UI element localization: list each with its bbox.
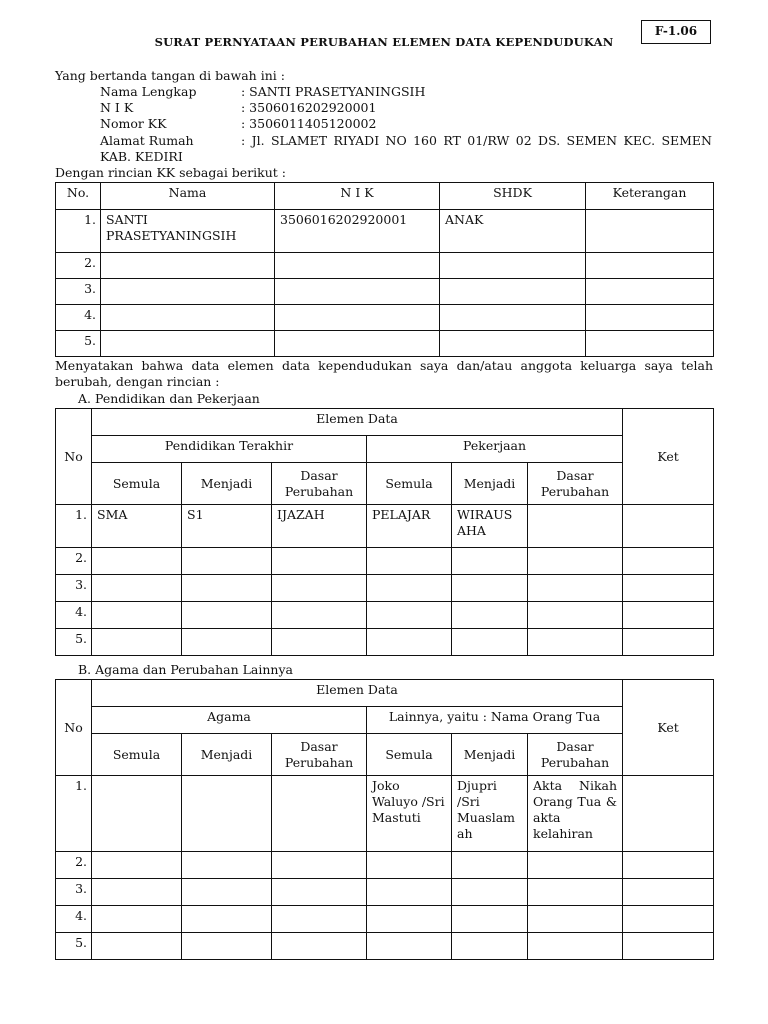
kk-cell-no: 1. [56,210,101,253]
section-a-table [55,408,714,656]
section-a-header-menjadi: Menjadi [182,463,272,505]
section-a-header-ket: Ket [623,409,714,505]
a-cell-ket [623,602,714,629]
kk-cell-nama [101,331,275,357]
b-cell-lain-menjadi [452,879,528,906]
kk-header-nama: Nama [101,183,275,210]
kk-cell-nama [101,279,275,305]
b-cell-agama-menjadi [182,852,272,879]
kk-cell-shdk [440,331,586,357]
a-cell-pend-menjadi [182,575,272,602]
a-cell-pend-dasar [272,602,367,629]
kk-cell-nik [275,279,440,305]
b-cell-no: 1. [56,776,92,852]
a-cell-kerja-dasar [528,629,623,656]
kk-cell-ket [586,331,714,357]
b-cell-lain-menjadi [452,906,528,933]
section-b-header-elemen: Elemen Data [92,680,623,707]
kk-cell-nama [101,253,275,279]
section-b-header-lainnya: Lainnya, yaitu : Nama Orang Tua [367,707,623,734]
b-cell-no: 3. [56,879,92,906]
b-cell-no: 4. [56,906,92,933]
b-cell-ket [623,906,714,933]
a-cell-kerja-semula: PELAJAR [367,505,452,548]
a-cell-kerja-semula [367,548,452,575]
a-cell-pend-dasar [272,548,367,575]
a-cell-no: 5. [56,629,92,656]
kk-cell-no: 5. [56,331,101,357]
b-cell-lain-menjadi [452,933,528,960]
alamat-label: Alamat Rumah [100,133,194,148]
kk-cell-nik [275,253,440,279]
b-cell-lain-dasar [528,879,623,906]
a-cell-ket [623,505,714,548]
section-a-header-pekerjaan: Pekerjaan [367,436,623,463]
a-cell-pend-semula [92,548,182,575]
section-a-header-semula: Semula [367,463,452,505]
section-b-table [55,679,714,960]
section-b-header-menjadi: Menjadi [452,734,528,776]
table-row [56,629,714,656]
intro-text: Yang bertanda tangan di bawah ini : [55,68,285,83]
kk-cell-shdk [440,279,586,305]
a-cell-ket [623,548,714,575]
b-cell-agama-dasar [272,852,367,879]
b-cell-lain-menjadi [452,852,528,879]
section-b-header-menjadi: Menjadi [182,734,272,776]
a-cell-kerja-dasar [528,602,623,629]
b-cell-lain-menjadi: Djupri /Sri Muaslam ah [452,776,528,852]
b-cell-no: 2. [56,852,92,879]
kk-cell-nama [101,305,275,331]
a-cell-pend-semula [92,602,182,629]
a-cell-kerja-menjadi [452,629,528,656]
kk-cell-no: 4. [56,305,101,331]
nama-value: : SANTI PRASETYANINGSIH [241,84,426,99]
a-cell-kerja-semula [367,602,452,629]
b-cell-agama-semula [92,852,182,879]
b-cell-agama-semula [92,879,182,906]
table-row [56,279,714,305]
table-row [56,505,714,548]
a-cell-kerja-semula [367,629,452,656]
section-b-header-dasar: Dasar Perubahan [272,734,367,776]
a-cell-kerja-semula [367,575,452,602]
section-a-header-pendidikan: Pendidikan Terakhir [92,436,367,463]
section-a-header-semula: Semula [92,463,182,505]
section-b-header-ket: Ket [623,680,714,776]
b-cell-lain-semula [367,852,452,879]
table-row [56,776,714,852]
kk-cell-nik [275,331,440,357]
b-cell-ket [623,879,714,906]
a-cell-kerja-menjadi: WIRAUS AHA [452,505,528,548]
kk-table-header [56,183,714,210]
section-b-header-agama: Agama [92,707,367,734]
b-cell-agama-menjadi [182,933,272,960]
a-cell-pend-semula [92,629,182,656]
section-a-header-no: No [56,409,92,505]
kk-value: : 3506011405120002 [241,116,377,131]
nama-label: Nama Lengkap [100,84,197,99]
a-cell-pend-menjadi: S1 [182,505,272,548]
a-cell-kerja-dasar [528,548,623,575]
kk-cell-no: 2. [56,253,101,279]
table-row [56,331,714,357]
document-title: SURAT PERNYATAAN PERUBAHAN ELEMEN DATA KEPENDUDUKAN [154,35,614,49]
b-cell-lain-semula [367,906,452,933]
a-cell-kerja-dasar [528,505,623,548]
section-b-header-semula: Semula [92,734,182,776]
kk-cell-shdk [440,305,586,331]
b-cell-agama-semula [92,776,182,852]
kk-cell-nik: 3506016202920001 [275,210,440,253]
a-cell-no: 2. [56,548,92,575]
kk-header-keterangan: Keterangan [586,183,714,210]
a-cell-no: 1. [56,505,92,548]
b-cell-ket [623,776,714,852]
a-cell-no: 4. [56,602,92,629]
nik-value: : 3506016202920001 [241,100,377,115]
section-b-heading: B. Agama dan Perubahan Lainnya [78,662,293,677]
a-cell-pend-menjadi [182,548,272,575]
kk-cell-no: 3. [56,279,101,305]
a-cell-kerja-menjadi [452,602,528,629]
section-a-header-dasar: Dasar Perubahan [272,463,367,505]
section-b-header-semula: Semula [367,734,452,776]
table-row [56,575,714,602]
table-row [56,879,714,906]
a-cell-kerja-dasar [528,575,623,602]
b-cell-lain-semula [367,933,452,960]
alamat-continuation: KAB. KEDIRI [100,149,183,164]
table-row [56,253,714,279]
section-a-header-elemen: Elemen Data [92,409,623,436]
b-cell-agama-semula [92,906,182,933]
table-row [56,852,714,879]
b-cell-ket [623,852,714,879]
b-cell-agama-dasar [272,879,367,906]
kk-cell-ket [586,279,714,305]
kk-header-shdk: SHDK [440,183,586,210]
statement-text: Menyatakan bahwa data elemen data kependudukan saya dan/atau anggota keluarga saya telah berubah, dengan rincian : [55,358,713,389]
b-cell-lain-dasar: Akta Nikah Orang Tua & akta kelahiran [528,776,623,852]
b-cell-lain-dasar [528,906,623,933]
table-row [56,305,714,331]
a-cell-ket [623,629,714,656]
b-cell-lain-semula [367,879,452,906]
a-cell-pend-semula [92,575,182,602]
b-cell-agama-menjadi [182,906,272,933]
kk-header-nik: N I K [275,183,440,210]
table-row [56,933,714,960]
kk-intro: Dengan rincian KK sebagai berikut : [55,165,286,180]
kk-header-no: No. [56,183,101,210]
section-a-header-dasar: Dasar Perubahan [528,463,623,505]
a-cell-kerja-menjadi [452,548,528,575]
a-cell-pend-dasar: IJAZAH [272,505,367,548]
b-cell-no: 5. [56,933,92,960]
kk-cell-nik [275,305,440,331]
kk-cell-ket [586,253,714,279]
a-cell-kerja-menjadi [452,575,528,602]
kk-cell-shdk: ANAK [440,210,586,253]
a-cell-no: 3. [56,575,92,602]
kk-cell-ket [586,305,714,331]
b-cell-agama-menjadi [182,879,272,906]
a-cell-ket [623,575,714,602]
kk-cell-nama: SANTI PRASETYANINGSIH [101,210,275,253]
form-code-box: F-1.06 [641,20,711,44]
a-cell-pend-semula: SMA [92,505,182,548]
b-cell-agama-dasar [272,906,367,933]
b-cell-agama-semula [92,933,182,960]
a-cell-pend-dasar [272,629,367,656]
b-cell-lain-semula: Joko Waluyo /Sri Mastuti [367,776,452,852]
nik-label: N I K [100,100,134,115]
b-cell-lain-dasar [528,852,623,879]
table-row [56,602,714,629]
kk-table [55,182,714,357]
alamat-value: : Jl. SLAMET RIYADI NO 160 RT 01/RW 02 DS. SEMEN KEC. SEMEN [241,133,712,148]
section-a-header-menjadi: Menjadi [452,463,528,505]
b-cell-agama-dasar [272,776,367,852]
section-a-heading: A. Pendidikan dan Pekerjaan [78,391,260,406]
a-cell-pend-menjadi [182,629,272,656]
section-b-header-dasar: Dasar Perubahan [528,734,623,776]
a-cell-pend-menjadi [182,602,272,629]
kk-label: Nomor KK [100,116,167,131]
table-row [56,210,714,253]
b-cell-agama-dasar [272,933,367,960]
b-cell-agama-menjadi [182,776,272,852]
table-row [56,548,714,575]
b-cell-lain-dasar [528,933,623,960]
kk-cell-shdk [440,253,586,279]
a-cell-pend-dasar [272,575,367,602]
table-row [56,906,714,933]
kk-cell-ket [586,210,714,253]
b-cell-ket [623,933,714,960]
section-b-header-no: No [56,680,92,776]
